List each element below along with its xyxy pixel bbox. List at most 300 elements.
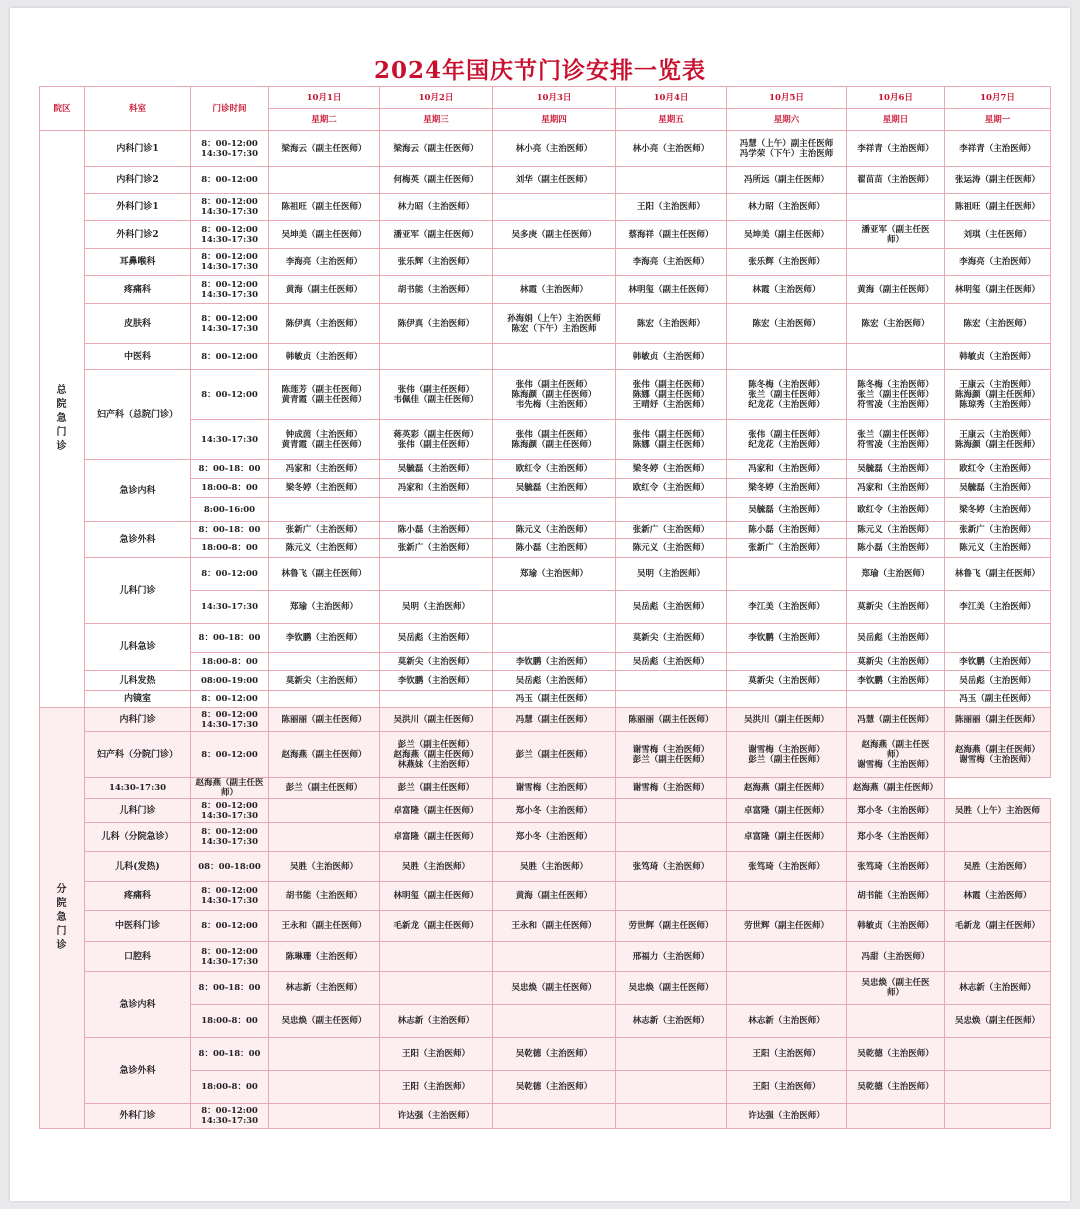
- table-row: [40, 370, 1051, 420]
- clinic-time: 8：00-12:00: [191, 558, 269, 591]
- schedule-cell: 吴乾德（主治医师）: [493, 1038, 616, 1071]
- dept-name: 皮肤科: [85, 304, 191, 344]
- header-weekday: 星期五: [616, 109, 727, 131]
- schedule-cell: [269, 498, 380, 522]
- schedule-cell: [380, 558, 493, 591]
- header-weekday: 星期六: [727, 109, 847, 131]
- table-row: [40, 624, 1051, 653]
- schedule-cell: 韩敏贞（主治医师）: [269, 344, 380, 370]
- schedule-cell: 许达强（主治医师）: [727, 1104, 847, 1129]
- schedule-cell: 郑瑜（主治医师）: [847, 558, 945, 591]
- schedule-cell: [269, 1038, 380, 1071]
- dept-name: 疼痛科: [85, 276, 191, 304]
- schedule-cell: 吴乾德（主治医师）: [493, 1071, 616, 1104]
- schedule-cell: 张伟（副主任医师） 陈海颜（副主任医师） 韦先梅（主治医师）: [493, 370, 616, 420]
- clinic-time: 14:30-17:30: [85, 778, 191, 799]
- table-row: [40, 799, 1051, 823]
- schedule-cell: 吴胜（主治医师）: [493, 852, 616, 882]
- clinic-time: 8：00-12:00 14:30-17:30: [191, 708, 269, 732]
- schedule-cell: 林志新（主治医师）: [380, 1005, 493, 1038]
- clinic-time: 18:00-8：00: [191, 653, 269, 671]
- schedule-cell: 李钦鹏（主治医师）: [945, 653, 1051, 671]
- header-weekday: 星期四: [493, 109, 616, 131]
- clinic-time: 8：00-12:00 14:30-17:30: [191, 304, 269, 344]
- header-weekday: 星期一: [945, 109, 1051, 131]
- schedule-cell: [493, 1104, 616, 1129]
- dept-name: 儿科门诊: [85, 558, 191, 624]
- schedule-cell: 李海亮（主治医师）: [269, 249, 380, 276]
- schedule-cell: 张伟（副主任医师） 纪龙花（主治医师）: [727, 420, 847, 460]
- schedule-cell: [616, 1038, 727, 1071]
- schedule-cell: 陈冬梅（主治医师） 张兰（副主任医师） 纪龙花（主治医师）: [727, 370, 847, 420]
- schedule-cell: 赵海燕（副主任医师）: [727, 778, 847, 799]
- schedule-cell: [269, 823, 380, 852]
- schedule-cell: [380, 972, 493, 1005]
- header-time: 门诊时间: [191, 87, 269, 131]
- schedule-cell: 郑小冬（主治医师）: [493, 823, 616, 852]
- schedule-cell: 孙海娟（上午）主治医师 陈宏（下午）主治医师: [493, 304, 616, 344]
- schedule-cell: 吴胜（主治医师）: [380, 852, 493, 882]
- schedule-cell: 许达强（主治医师）: [380, 1104, 493, 1129]
- schedule-cell: [727, 691, 847, 708]
- schedule-cell: 林力昭（主治医师）: [380, 194, 493, 221]
- schedule-cell: [269, 167, 380, 194]
- table-row: [40, 522, 1051, 539]
- dept-name: 妇产科（分院门诊）: [85, 732, 191, 778]
- clinic-time: 8：00-12:00: [191, 370, 269, 420]
- table-row: [40, 167, 1051, 194]
- schedule-cell: [616, 882, 727, 911]
- schedule-cell: 王永和（副主任医师）: [493, 911, 616, 942]
- schedule-cell: 冯玉（副主任医师）: [493, 691, 616, 708]
- schedule-cell: [493, 498, 616, 522]
- schedule-cell: 赵海燕（副主任医师）: [269, 732, 380, 778]
- schedule-cell: [616, 823, 727, 852]
- schedule-cell: 林霞（主治医师）: [727, 276, 847, 304]
- schedule-cell: [847, 1005, 945, 1038]
- schedule-cell: 莫新尖（主治医师）: [847, 653, 945, 671]
- dept-name: 内镜室: [85, 691, 191, 708]
- schedule-cell: 李江美（主治医师）: [727, 591, 847, 624]
- schedule-cell: [847, 249, 945, 276]
- schedule-cell: 刘华（副主任医师）: [493, 167, 616, 194]
- schedule-cell: [380, 344, 493, 370]
- table-row: [40, 221, 1051, 249]
- schedule-cell: 王康云（主治医师） 陈海颜（副主任医师）: [945, 420, 1051, 460]
- schedule-cell: 吴忠焕（副主任医师）: [269, 1005, 380, 1038]
- header-dept: 科室: [85, 87, 191, 131]
- schedule-table: [39, 86, 1051, 1129]
- dept-name: 儿科门诊: [85, 799, 191, 823]
- schedule-cell: 张兰（副主任医师） 符雪凌（主治医师）: [847, 420, 945, 460]
- schedule-cell: 吴明（主治医师）: [616, 558, 727, 591]
- schedule-cell: 吴洪川（副主任医师）: [380, 708, 493, 732]
- schedule-cell: 陈丽丽（副主任医师）: [945, 708, 1051, 732]
- schedule-cell: 吴岳彪（主治医师）: [847, 624, 945, 653]
- clinic-time: 8：00-18：00: [191, 460, 269, 479]
- schedule-cell: 王康云（主治医师） 陈海颜（副主任医师） 陈琼秀（主治医师）: [945, 370, 1051, 420]
- schedule-cell: 王阳（主治医师）: [616, 194, 727, 221]
- dept-name: 外科门诊: [85, 1104, 191, 1129]
- schedule-cell: 彭兰（副主任医师）: [380, 778, 493, 799]
- schedule-cell: 韩敏贞（主治医师）: [945, 344, 1051, 370]
- header-date: 10月1日: [269, 87, 380, 109]
- schedule-cell: 梁冬婷（主治医师）: [945, 498, 1051, 522]
- schedule-cell: [945, 942, 1051, 972]
- schedule-cell: 卓富隆（副主任医师）: [727, 823, 847, 852]
- schedule-cell: 陈冬梅（主治医师） 张兰（副主任医师） 符雪凌（主治医师）: [847, 370, 945, 420]
- schedule-cell: 王阳（主治医师）: [727, 1038, 847, 1071]
- schedule-cell: 王阳（主治医师）: [727, 1071, 847, 1104]
- table-row: [40, 344, 1051, 370]
- schedule-cell: 翟苗苗（主治医师）: [847, 167, 945, 194]
- table-row: [40, 539, 1051, 558]
- schedule-cell: [847, 1104, 945, 1129]
- schedule-cell: 冯家和（主治医师）: [727, 460, 847, 479]
- schedule-cell: 张新广（主治医师）: [269, 522, 380, 539]
- schedule-cell: 李钦鹏（主治医师）: [493, 653, 616, 671]
- schedule-cell: [616, 691, 727, 708]
- clinic-time: 14:30-17:30: [191, 420, 269, 460]
- schedule-cell: 李钦鹏（主治医师）: [269, 624, 380, 653]
- clinic-time: 08：00-18:00: [191, 852, 269, 882]
- schedule-cell: [493, 624, 616, 653]
- schedule-cell: 冯家和（主治医师）: [380, 479, 493, 498]
- schedule-cell: 张伟（副主任医师） 韦佩佳（副主任医师）: [380, 370, 493, 420]
- schedule-cell: 韩敏贞（主治医师）: [616, 344, 727, 370]
- schedule-cell: 彭兰（副主任医师）: [493, 732, 616, 778]
- schedule-cell: [493, 194, 616, 221]
- schedule-cell: 刘琪（主任医师）: [945, 221, 1051, 249]
- schedule-cell: [380, 691, 493, 708]
- schedule-cell: [945, 1038, 1051, 1071]
- schedule-cell: [269, 799, 380, 823]
- schedule-cell: 陈祖旺（副主任医师）: [945, 194, 1051, 221]
- schedule-cell: 李钦鹏（主治医师）: [727, 624, 847, 653]
- schedule-cell: 林力昭（主治医师）: [727, 194, 847, 221]
- schedule-cell: 邢福力（主治医师）: [616, 942, 727, 972]
- schedule-cell: 张新广（主治医师）: [616, 522, 727, 539]
- schedule-cell: 胡书能（主治医师）: [847, 882, 945, 911]
- campus-label: 分院急门诊: [40, 708, 85, 1129]
- schedule-cell: 韩敏贞（主治医师）: [847, 911, 945, 942]
- schedule-cell: [847, 194, 945, 221]
- table-row: [40, 708, 1051, 732]
- schedule-cell: 郑小冬（主治医师）: [493, 799, 616, 823]
- schedule-cell: [945, 1104, 1051, 1129]
- schedule-cell: [616, 671, 727, 691]
- schedule-cell: [380, 942, 493, 972]
- clinic-time: 8：00-18：00: [191, 1038, 269, 1071]
- table-row: [40, 498, 1051, 522]
- schedule-cell: 胡书能（主治医师）: [269, 882, 380, 911]
- schedule-cell: 王阳（主治医师）: [380, 1071, 493, 1104]
- schedule-cell: 林鲁飞（副主任医师）: [269, 558, 380, 591]
- table-row: [40, 420, 1051, 460]
- schedule-cell: 蔡海祥（副主任医师）: [616, 221, 727, 249]
- schedule-cell: 蒋英彩（副主任医师） 张伟（副主任医师）: [380, 420, 493, 460]
- schedule-cell: 吴多庚（副主任医师）: [493, 221, 616, 249]
- dept-name: 儿科（分院急诊）: [85, 823, 191, 852]
- dept-name: 急诊内科: [85, 460, 191, 522]
- clinic-time: 8：00-12:00 14:30-17:30: [191, 131, 269, 167]
- dept-name: 耳鼻喉科: [85, 249, 191, 276]
- clinic-time: 8：00-12:00: [191, 691, 269, 708]
- schedule-cell: 吴乾德（主治医师）: [847, 1071, 945, 1104]
- schedule-cell: [727, 653, 847, 671]
- schedule-cell: [616, 799, 727, 823]
- schedule-cell: 谢雪梅（主治医师） 彭兰（副主任医师）: [616, 732, 727, 778]
- dept-name: 疼痛科: [85, 882, 191, 911]
- header-weekday: 星期三: [380, 109, 493, 131]
- schedule-cell: [616, 167, 727, 194]
- clinic-time: 8：00-12:00: [191, 344, 269, 370]
- schedule-cell: 梁冬婷（主治医师）: [269, 479, 380, 498]
- schedule-cell: 冯慧（副主任医师）: [493, 708, 616, 732]
- schedule-cell: 吴毓磊（主治医师）: [945, 479, 1051, 498]
- clinic-time: 08:00-19:00: [191, 671, 269, 691]
- schedule-cell: 陈丽丽（副主任医师）: [269, 708, 380, 732]
- schedule-cell: 黄海（副主任医师）: [847, 276, 945, 304]
- table-row: [40, 852, 1051, 882]
- dept-name: 外科门诊1: [85, 194, 191, 221]
- schedule-cell: 林明玺（副主任医师）: [616, 276, 727, 304]
- clinic-time: 8：00-12:00 14:30-17:30: [191, 799, 269, 823]
- table-row: [40, 460, 1051, 479]
- schedule-cell: 吴毓磊（主治医师）: [847, 460, 945, 479]
- schedule-cell: 吴胜（主治医师）: [945, 852, 1051, 882]
- schedule-cell: [616, 498, 727, 522]
- schedule-cell: [493, 344, 616, 370]
- schedule-cell: [493, 942, 616, 972]
- schedule-cell: 谢雪梅（主治医师） 彭兰（副主任医师）: [727, 732, 847, 778]
- schedule-cell: 潘亚军（副主任医 师）: [847, 221, 945, 249]
- schedule-cell: [493, 249, 616, 276]
- table-row: [40, 882, 1051, 911]
- clinic-time: 8：00-12:00 14:30-17:30: [191, 194, 269, 221]
- schedule-cell: 陈小磊（主治医师）: [847, 539, 945, 558]
- schedule-cell: 陈宏（主治医师）: [945, 304, 1051, 344]
- schedule-cell: 欧红令（主治医师）: [616, 479, 727, 498]
- schedule-cell: 吴明（主治医师）: [380, 591, 493, 624]
- schedule-cell: 吴岳彪（主治医师）: [616, 591, 727, 624]
- dept-name: 妇产科（总院门诊）: [85, 370, 191, 460]
- clinic-time: 8：00-12:00 14:30-17:30: [191, 276, 269, 304]
- schedule-cell: 冯玉（副主任医师）: [945, 691, 1051, 708]
- schedule-cell: 谢雪梅（主治医师）: [616, 778, 727, 799]
- schedule-cell: 何梅英（副主任医师）: [380, 167, 493, 194]
- table-row: [40, 1071, 1051, 1104]
- schedule-cell: [616, 1071, 727, 1104]
- clinic-time: 18:00-8：00: [191, 1071, 269, 1104]
- schedule-cell: 赵海燕（副主任医师）: [847, 778, 945, 799]
- schedule-cell: [847, 691, 945, 708]
- schedule-cell: 张运涛（副主任医师）: [945, 167, 1051, 194]
- schedule-cell: 郑瑜（主治医师）: [493, 558, 616, 591]
- dept-name: 口腔科: [85, 942, 191, 972]
- schedule-cell: 林志新（主治医师）: [269, 972, 380, 1005]
- schedule-cell: 林明玺（副主任医师）: [945, 276, 1051, 304]
- table-row: [40, 194, 1051, 221]
- header-date: 10月6日: [847, 87, 945, 109]
- schedule-cell: 王阳（主治医师）: [380, 1038, 493, 1071]
- clinic-time: 8:00-16:00: [191, 498, 269, 522]
- schedule-cell: 陈伊真（主治医师）: [380, 304, 493, 344]
- schedule-cell: 陈元义（主治医师）: [616, 539, 727, 558]
- schedule-cell: 赵海燕（副主任医 师） 谢雪梅（主治医师）: [847, 732, 945, 778]
- header-weekday: 星期日: [847, 109, 945, 131]
- clinic-time: 8：00-12:00: [191, 911, 269, 942]
- schedule-cell: 林志新（主治医师）: [616, 1005, 727, 1038]
- schedule-cell: 冯家和（主治医师）: [269, 460, 380, 479]
- table-row: [40, 778, 1051, 799]
- schedule-cell: 梁海云（副主任医师）: [269, 131, 380, 167]
- schedule-cell: 林明玺（副主任医师）: [380, 882, 493, 911]
- dept-name: 内科门诊2: [85, 167, 191, 194]
- table-row: [40, 1005, 1051, 1038]
- dept-name: 儿科发热: [85, 671, 191, 691]
- clinic-time: 8：00-18：00: [191, 972, 269, 1005]
- schedule-cell: 莫新尖（主治医师）: [727, 671, 847, 691]
- schedule-cell: [727, 942, 847, 972]
- schedule-cell: 黄海（副主任医师）: [493, 882, 616, 911]
- schedule-cell: 黄海（副主任医师）: [269, 276, 380, 304]
- schedule-cell: 陈小磊（主治医师）: [493, 539, 616, 558]
- schedule-cell: 陈小磊（主治医师）: [727, 522, 847, 539]
- schedule-cell: 吴忠焕（副主任医师）: [616, 972, 727, 1005]
- schedule-cell: 吴胜（上午）主治医师: [945, 799, 1051, 823]
- schedule-cell: 欧红令（主治医师）: [847, 498, 945, 522]
- clinic-time: 8：00-12:00 14:30-17:30: [191, 942, 269, 972]
- schedule-cell: 张笃琦（主治医师）: [847, 852, 945, 882]
- schedule-cell: 莫新尖（主治医师）: [616, 624, 727, 653]
- dept-name: 中医科门诊: [85, 911, 191, 942]
- schedule-cell: 陈宏（主治医师）: [616, 304, 727, 344]
- schedule-cell: 梁冬婷（主治医师）: [616, 460, 727, 479]
- dept-name: 急诊内科: [85, 972, 191, 1038]
- schedule-cell: [945, 624, 1051, 653]
- schedule-cell: 冯慧（上午）副主任医师 冯学荣（下午）主治医师: [727, 131, 847, 167]
- schedule-cell: 莫新尖（主治医师）: [269, 671, 380, 691]
- schedule-cell: 欧红令（主治医师）: [945, 460, 1051, 479]
- table-row: [40, 732, 1051, 778]
- schedule-cell: 陈伊真（主治医师）: [269, 304, 380, 344]
- schedule-cell: 张新广（主治医师）: [380, 539, 493, 558]
- schedule-cell: 郑小冬（主治医师）: [847, 799, 945, 823]
- schedule-cell: 劳世辉（副主任医师）: [616, 911, 727, 942]
- schedule-cell: 张伟（副主任医师） 陈海颜（副主任医师）: [493, 420, 616, 460]
- schedule-cell: 李钦鹏（主治医师）: [847, 671, 945, 691]
- schedule-cell: 林霞（主治医师）: [493, 276, 616, 304]
- schedule-cell: [493, 1005, 616, 1038]
- schedule-cell: 劳世辉（副主任医师）: [727, 911, 847, 942]
- clinic-time: 8：00-18：00: [191, 522, 269, 539]
- schedule-cell: 陈宏（主治医师）: [727, 304, 847, 344]
- schedule-cell: 吴毓磊（主治医师）: [727, 498, 847, 522]
- dept-name: 中医科: [85, 344, 191, 370]
- schedule-cell: [727, 558, 847, 591]
- table-row: [40, 249, 1051, 276]
- table-row: [40, 131, 1051, 167]
- schedule-cell: [269, 1104, 380, 1129]
- schedule-cell: [380, 498, 493, 522]
- schedule-cell: [616, 1104, 727, 1129]
- schedule-cell: 彭兰（副主任医师）: [269, 778, 380, 799]
- schedule-cell: 吴岳彪（主治医师）: [493, 671, 616, 691]
- schedule-cell: 陈元义（主治医师）: [945, 539, 1051, 558]
- schedule-cell: 张新广（主治医师）: [727, 539, 847, 558]
- header-campus: 院区: [40, 87, 85, 131]
- schedule-cell: 卓富隆（副主任医师）: [380, 799, 493, 823]
- header-date: 10月2日: [380, 87, 493, 109]
- schedule-cell: [493, 591, 616, 624]
- schedule-cell: 吴忠焕（副主任医师）: [493, 972, 616, 1005]
- schedule-cell: 胡书能（主治医师）: [380, 276, 493, 304]
- schedule-cell: 彭兰（副主任医师） 赵海燕（副主任医师） 林燕妹（主治医师）: [380, 732, 493, 778]
- clinic-time: 18:00-8：00: [191, 479, 269, 498]
- schedule-cell: 冯所远（副主任医师）: [727, 167, 847, 194]
- header-date: 10月3日: [493, 87, 616, 109]
- schedule-cell: 李海亮（主治医师）: [616, 249, 727, 276]
- dept-name: 儿科急诊: [85, 624, 191, 671]
- table-row: [40, 558, 1051, 591]
- table-row: [40, 1104, 1051, 1129]
- schedule-cell: 李钦鹏（主治医师）: [380, 671, 493, 691]
- schedule-cell: 潘亚军（副主任医师）: [380, 221, 493, 249]
- page-title: 2024年国庆节门诊安排一览表: [373, 57, 706, 84]
- schedule-cell: 吴岳彪（主治医师）: [616, 653, 727, 671]
- schedule-cell: [727, 882, 847, 911]
- schedule-cell: [269, 691, 380, 708]
- table-row: [40, 911, 1051, 942]
- schedule-cell: 李海亮（主治医师）: [945, 249, 1051, 276]
- header-date: 10月4日: [616, 87, 727, 109]
- schedule-cell: 张新广（主治医师）: [945, 522, 1051, 539]
- schedule-cell: 陈祖旺（副主任医师）: [269, 194, 380, 221]
- schedule-cell: 陈元义（主治医师）: [847, 522, 945, 539]
- schedule-cell: 吴胜（主治医师）: [269, 852, 380, 882]
- schedule-cell: 吴岳彪（主治医师）: [945, 671, 1051, 691]
- table-row: [40, 942, 1051, 972]
- schedule-cell: 李祥青（主治医师）: [945, 131, 1051, 167]
- schedule-cell: 陈莲芳（副主任医师） 黄青霞（副主任医师）: [269, 370, 380, 420]
- clinic-time: 8：00-12:00: [191, 732, 269, 778]
- clinic-time: 14:30-17:30: [191, 591, 269, 624]
- schedule-cell: 吴忠焕（副主任医 师）: [847, 972, 945, 1005]
- schedule-cell: 张乐辉（主治医师）: [380, 249, 493, 276]
- schedule-cell: 张伟（副主任医师） 陈娜（副主任医师）: [616, 420, 727, 460]
- schedule-cell: 吴乾德（主治医师）: [847, 1038, 945, 1071]
- schedule-cell: 陈小磊（主治医师）: [380, 522, 493, 539]
- schedule-cell: 陈丽丽（副主任医师）: [616, 708, 727, 732]
- schedule-cell: [847, 344, 945, 370]
- schedule-cell: 欧红令（主治医师）: [493, 460, 616, 479]
- schedule-cell: 林鲁飞（副主任医师）: [945, 558, 1051, 591]
- dept-name: 急诊外科: [85, 522, 191, 558]
- clinic-time: 8：00-12:00 14:30-17:30: [191, 1104, 269, 1129]
- schedule-cell: 吴忠焕（副主任医师）: [945, 1005, 1051, 1038]
- dept-name: 儿科(发热): [85, 852, 191, 882]
- schedule-cell: 钟成茵（主治医师） 黄青霞（副主任医师）: [269, 420, 380, 460]
- schedule-cell: 林小亮（主治医师）: [493, 131, 616, 167]
- clinic-time: 8：00-12:00 14:30-17:30: [191, 882, 269, 911]
- schedule-cell: 林志新（主治医师）: [727, 1005, 847, 1038]
- campus-label: 总院急门诊: [40, 131, 85, 708]
- table-row: [40, 653, 1051, 671]
- table-row: [40, 823, 1051, 852]
- table-row: [40, 1038, 1051, 1071]
- schedule-cell: 莫新尖（主治医师）: [380, 653, 493, 671]
